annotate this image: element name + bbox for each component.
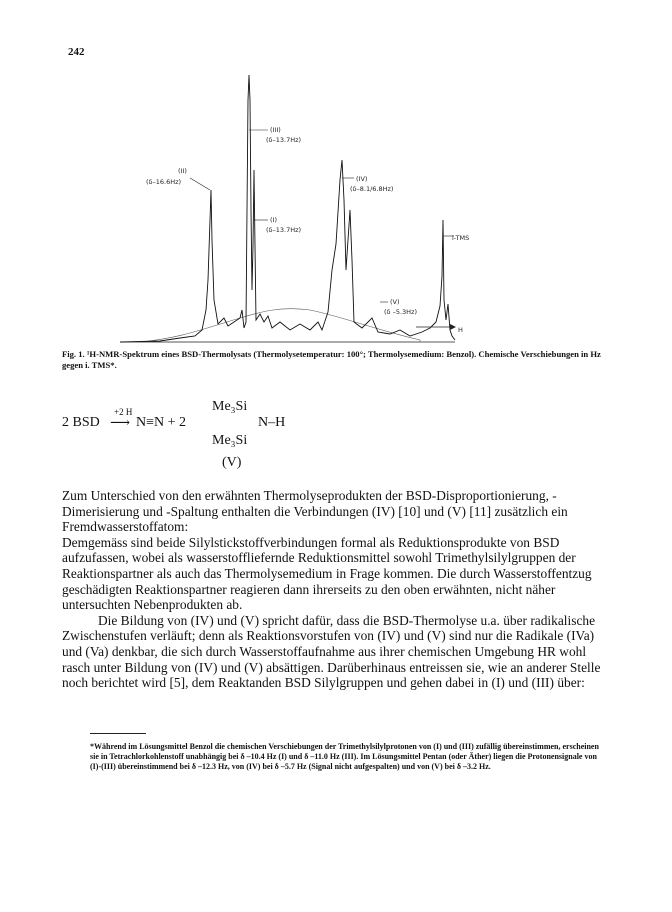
paragraph-3: Die Bildung von (IV) und (V) spricht dafür, dass die BSD-Thermolyse u.a. über radikalische Zwischenstufen verläuft; denn als Reaktionsvorstufen von (IV) und (V) sind nur die Radikale (IVa) und (Va) denkbar, die sich durch Wasserstoffaufnahme aus ihrer chemischen Umgebung HR wohl rasch unter Bildung von (IV) und (V) absättigen. Darüberhinaus entreissen sie, wie an anderer Stelle noch berichtet wird [5], dem Reaktanden BSD Silylgruppen und gehen dabei in (I) und (III) über: (62, 612, 601, 691)
reaction-me3si-top: Me₃Si (212, 399, 248, 414)
reaction-me3si-bottom: Me₃Si (212, 433, 248, 448)
label-V: (V) (390, 298, 400, 306)
label-IV: (IV) (356, 175, 368, 183)
page-number: 242 (68, 46, 85, 58)
figure-caption: Fig. 1. ¹H-NMR-Spektrum eines BSD-Thermolysats (Thermolysetemperatur: 100°; Thermolysemedium: Benzol). Chemische Verschiebungen in Hz gegen i. TMS*. (62, 349, 601, 370)
reaction-arrow: ⟶ (110, 416, 131, 431)
label-II-shift: (δ–16.6Hz) (146, 178, 182, 186)
body-text (62, 488, 614, 691)
reaction-reactant: 2 BSD (62, 415, 100, 430)
label-I: (I) (270, 216, 277, 224)
reaction-middle: N≡N + 2 (136, 415, 187, 430)
label-IV-shift: (δ–8.1/6.8Hz) (350, 185, 394, 193)
label-III: (III) (270, 126, 281, 134)
spectrum-trace (120, 75, 455, 342)
footnote-rule (90, 733, 146, 734)
spectrum-hump (140, 309, 420, 342)
paragraph-2: Demgemäss sind beide Silylstickstoffverbindungen formal als Reduktionsprodukte von BSD aufzufassen, wobei als wasserstoffliefernde Reduktionsmittel sowohl Trimethylsilylgruppen der Reaktionspartner als auch das Thermolysemedium in Frage kommen. Die durch Wasserstoffentzug geschädigten Reaktionspartner reagieren dann ihrerseits zu den oben erwähnten, nicht näher untersuchten Nebenprodukten ab. (62, 534, 592, 613)
footnote: *Während im Lösungsmittel Benzol die chemischen Verschiebungen der Trimethylsilylprotonen von (I) und (III) zufällig übereinstimmen, erscheinen sie in Tetrachlorkohlenstoff unabhängig bei δ –10.4 Hz (I) und δ –11.0 Hz (III). Im Lösungsmittel Pentan (oder Äther) liegen die Protonensignale von (I)-(III) übereinstimmend bei δ –12.3 Hz, von (IV) bei δ –5.7 Hz (Signal nicht aufgespalten) und von (V) bei δ –3.2 Hz. (90, 742, 599, 771)
reaction-compound-label: (V) (222, 455, 242, 470)
label-h-axis: H (458, 326, 463, 334)
label-tms: i-TMS (452, 234, 470, 242)
label-III-shift: (δ–13.7Hz) (266, 136, 302, 144)
label-V-shift: (δ –5.3Hz) (384, 308, 418, 316)
label-II: (II) (178, 167, 187, 175)
label-I-shift: (δ–13.7Hz) (266, 226, 302, 234)
reaction-nh: N–H (258, 415, 286, 430)
paragraph-1: Zum Unterschied von den erwähnten Thermolyseprodukten der BSD-Disproportionierung, -Dimerisierung und -Spaltung enthalten die Verbindungen (IV) [10] und (V) [11] zusätzlich ein Fremdwasserstoffatom: (62, 488, 568, 535)
reaction-equation (62, 395, 622, 475)
reaction-over-arrow: +2 H (114, 407, 133, 417)
nmr-spectrum-figure (100, 60, 500, 350)
